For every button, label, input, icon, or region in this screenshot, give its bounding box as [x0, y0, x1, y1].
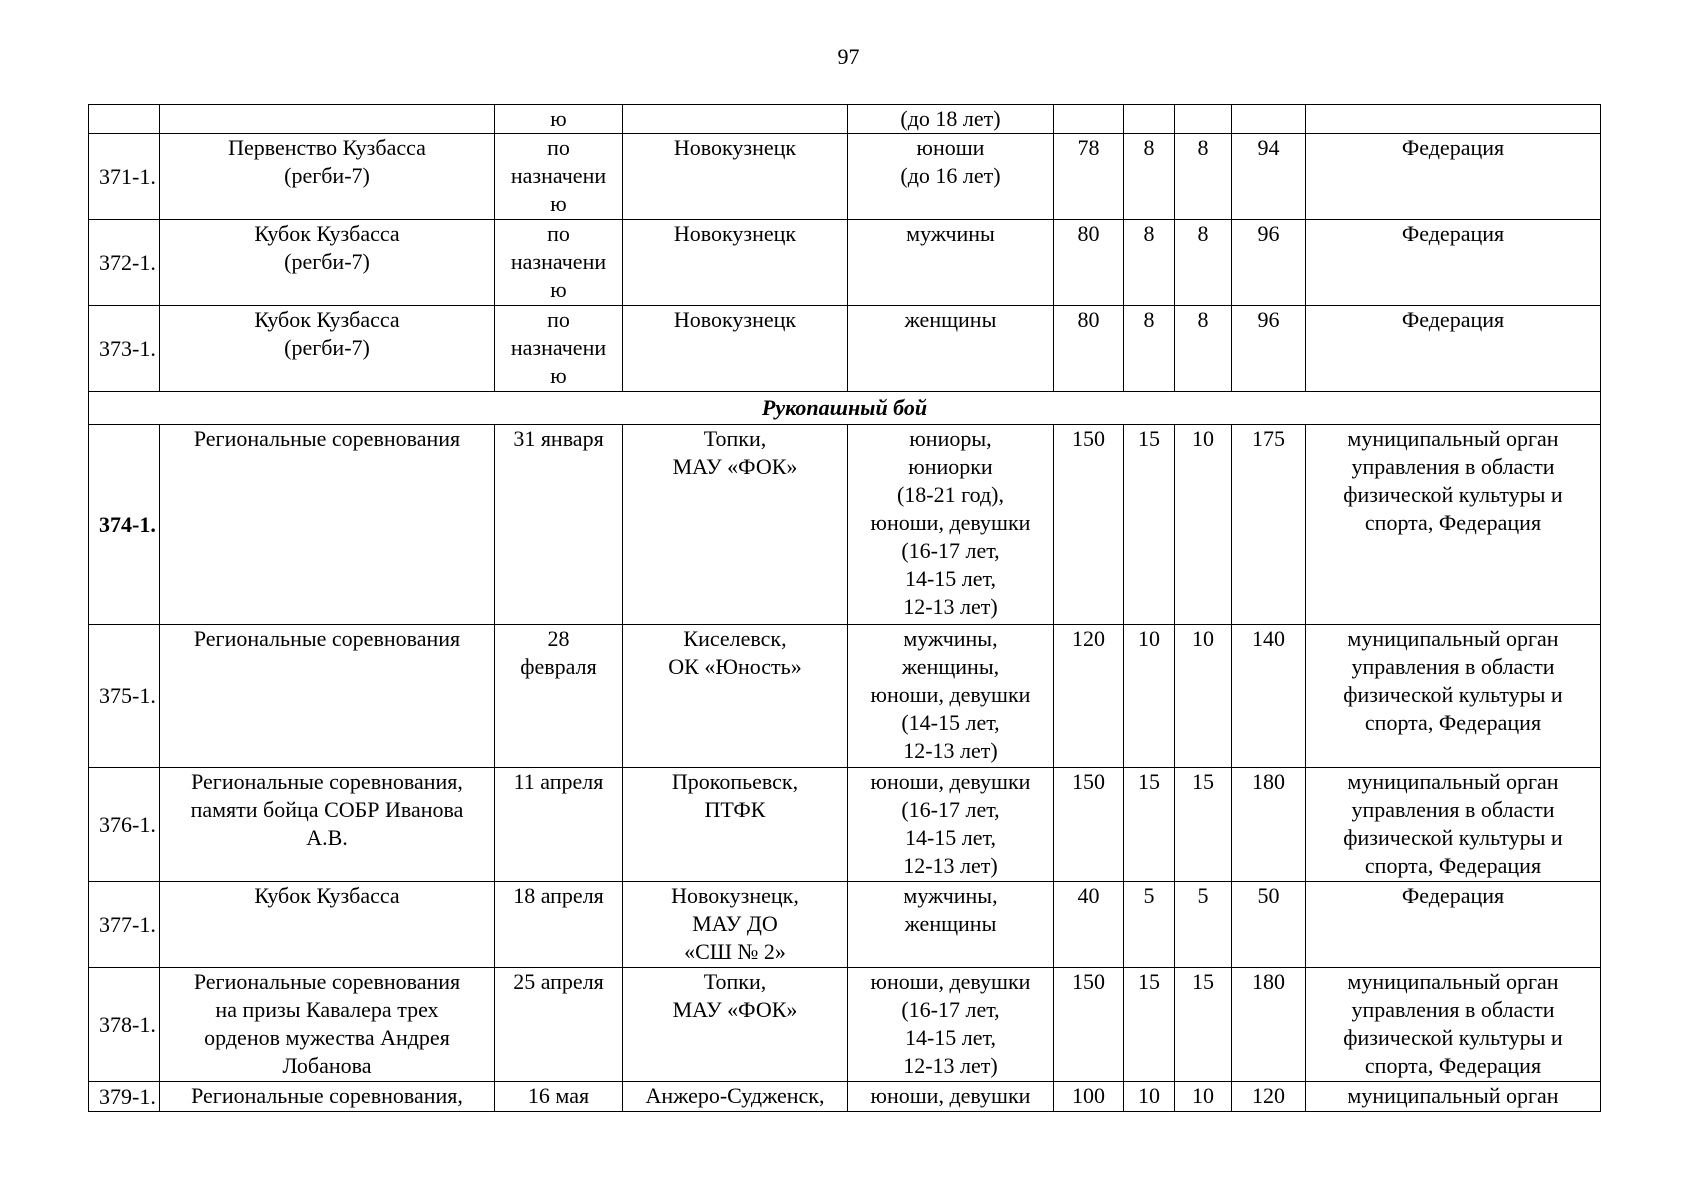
- organizer: муниципальный орган управления в области физической культуры и спорта, Федерация: [1306, 768, 1601, 882]
- event-date: 11 апреля: [495, 768, 623, 882]
- judges-count: 10: [1124, 1082, 1175, 1112]
- row-number: 376-1.: [89, 768, 160, 882]
- organizer: муниципальный орган управления в области физической культуры и спорта, Федерация: [1306, 425, 1601, 625]
- cell: ю: [495, 105, 623, 134]
- cell: [623, 105, 848, 134]
- officials-count: 8: [1175, 220, 1232, 306]
- officials-count: 10: [1175, 1082, 1232, 1112]
- event-row: [89, 220, 1601, 306]
- participant-category: женщины: [848, 306, 1054, 392]
- event-row: [89, 968, 1601, 1082]
- event-date: 25 апреля: [495, 968, 623, 1082]
- event-name: Первенство Кузбасса (регби-7): [160, 134, 495, 220]
- cell: [1054, 105, 1124, 134]
- participants-count: 80: [1054, 306, 1124, 392]
- event-name: Региональные соревнования: [160, 625, 495, 768]
- judges-count: 15: [1124, 968, 1175, 1082]
- judges-count: 15: [1124, 768, 1175, 882]
- participant-category: юноши, девушки (16-17 лет, 14-15 лет, 12-13 лет): [848, 768, 1054, 882]
- total-count: 94: [1232, 134, 1306, 220]
- event-place: Новокузнецк: [623, 306, 848, 392]
- officials-count: 5: [1175, 882, 1232, 968]
- event-date: по назначени ю: [495, 306, 623, 392]
- total-count: 120: [1232, 1082, 1306, 1112]
- participant-category: мужчины, женщины, юноши, девушки (14-15 лет, 12-13 лет): [848, 625, 1054, 768]
- judges-count: 10: [1124, 625, 1175, 768]
- judges-count: 15: [1124, 425, 1175, 625]
- event-date: 18 апреля: [495, 882, 623, 968]
- participants-count: 40: [1054, 882, 1124, 968]
- officials-count: 10: [1175, 425, 1232, 625]
- event-place: Топки, МАУ «ФОК»: [623, 968, 848, 1082]
- event-place: Топки, МАУ «ФОК»: [623, 425, 848, 625]
- event-row: [89, 1082, 1601, 1112]
- participant-category: мужчины: [848, 220, 1054, 306]
- row-number: 378-1.: [89, 968, 160, 1082]
- total-count: 140: [1232, 625, 1306, 768]
- participants-count: 150: [1054, 768, 1124, 882]
- event-place: Новокузнецк: [623, 220, 848, 306]
- total-count: 50: [1232, 882, 1306, 968]
- officials-count: 8: [1175, 306, 1232, 392]
- judges-count: 8: [1124, 220, 1175, 306]
- total-count: 96: [1232, 306, 1306, 392]
- event-name: Кубок Кузбасса (регби-7): [160, 220, 495, 306]
- event-row: [89, 425, 1601, 625]
- participant-category: мужчины, женщины: [848, 882, 1054, 968]
- event-date: 16 мая: [495, 1082, 623, 1112]
- officials-count: 15: [1175, 968, 1232, 1082]
- event-row: [89, 882, 1601, 968]
- event-place: Анжеро-Судженск,: [623, 1082, 848, 1112]
- organizer: Федерация: [1306, 134, 1601, 220]
- row-number: 371-1.: [89, 134, 160, 220]
- row-number: 377-1.: [89, 882, 160, 968]
- row-number: 374-1.: [89, 425, 160, 625]
- participants-count: 80: [1054, 220, 1124, 306]
- event-place: Прокопьевск, ПТФК: [623, 768, 848, 882]
- event-row: [89, 306, 1601, 392]
- row-number: 372-1.: [89, 220, 160, 306]
- event-name: Региональные соревнования, памяти бойца СОБР Иванова А.В.: [160, 768, 495, 882]
- cell: [160, 105, 495, 134]
- participant-category: юноши (до 16 лет): [848, 134, 1054, 220]
- judges-count: 5: [1124, 882, 1175, 968]
- organizer: муниципальный орган управления в области физической культуры и спорта, Федерация: [1306, 625, 1601, 768]
- participant-category: юноши, девушки (16-17 лет, 14-15 лет, 12-13 лет): [848, 968, 1054, 1082]
- cell: [1175, 105, 1232, 134]
- row-number: 373-1.: [89, 306, 160, 392]
- officials-count: 8: [1175, 134, 1232, 220]
- event-place: Новокузнецк: [623, 134, 848, 220]
- event-name: Кубок Кузбасса (регби-7): [160, 306, 495, 392]
- organizer: Федерация: [1306, 882, 1601, 968]
- total-count: 180: [1232, 968, 1306, 1082]
- participant-category: юноши, девушки: [848, 1082, 1054, 1112]
- participants-count: 100: [1054, 1082, 1124, 1112]
- event-row: [89, 625, 1601, 768]
- cell: [1124, 105, 1175, 134]
- section-row: [89, 392, 1601, 425]
- event-date: 31 января: [495, 425, 623, 625]
- event-date: по назначени ю: [495, 134, 623, 220]
- page-number: 97: [837, 44, 860, 69]
- organizer: Федерация: [1306, 306, 1601, 392]
- cell: [1306, 105, 1601, 134]
- judges-count: 8: [1124, 306, 1175, 392]
- event-place: Новокузнецк, МАУ ДО «СШ № 2»: [623, 882, 848, 968]
- cell: [89, 105, 160, 134]
- event-name: Региональные соревнования,: [160, 1082, 495, 1112]
- organizer: муниципальный орган: [1306, 1082, 1601, 1112]
- organizer: муниципальный орган управления в области физической культуры и спорта, Федерация: [1306, 968, 1601, 1082]
- participant-category: юниоры, юниорки (18-21 год), юноши, девушки (16-17 лет, 14-15 лет, 12-13 лет): [848, 425, 1054, 625]
- cell: (до 18 лет): [848, 105, 1054, 134]
- organizer: Федерация: [1306, 220, 1601, 306]
- participants-count: 78: [1054, 134, 1124, 220]
- officials-count: 15: [1175, 768, 1232, 882]
- section-title: Рукопашный бой: [89, 392, 1601, 425]
- event-name: Региональные соревнования на призы Кавалера трех орденов мужества Андрея Лобанова: [160, 968, 495, 1082]
- total-count: 180: [1232, 768, 1306, 882]
- continuation-row: [89, 105, 1601, 134]
- row-number: 375-1.: [89, 625, 160, 768]
- event-place: Киселевск, ОК «Юность»: [623, 625, 848, 768]
- participants-count: 150: [1054, 968, 1124, 1082]
- event-row: [89, 134, 1601, 220]
- participants-count: 120: [1054, 625, 1124, 768]
- event-date: 28 февраля: [495, 625, 623, 768]
- events-table: [88, 104, 1601, 1112]
- event-name: Кубок Кузбасса: [160, 882, 495, 968]
- officials-count: 10: [1175, 625, 1232, 768]
- cell: [1232, 105, 1306, 134]
- event-row: [89, 768, 1601, 882]
- participants-count: 150: [1054, 425, 1124, 625]
- row-number: 379-1.: [89, 1082, 160, 1112]
- event-date: по назначени ю: [495, 220, 623, 306]
- event-name: Региональные соревнования: [160, 425, 495, 625]
- total-count: 175: [1232, 425, 1306, 625]
- judges-count: 8: [1124, 134, 1175, 220]
- total-count: 96: [1232, 220, 1306, 306]
